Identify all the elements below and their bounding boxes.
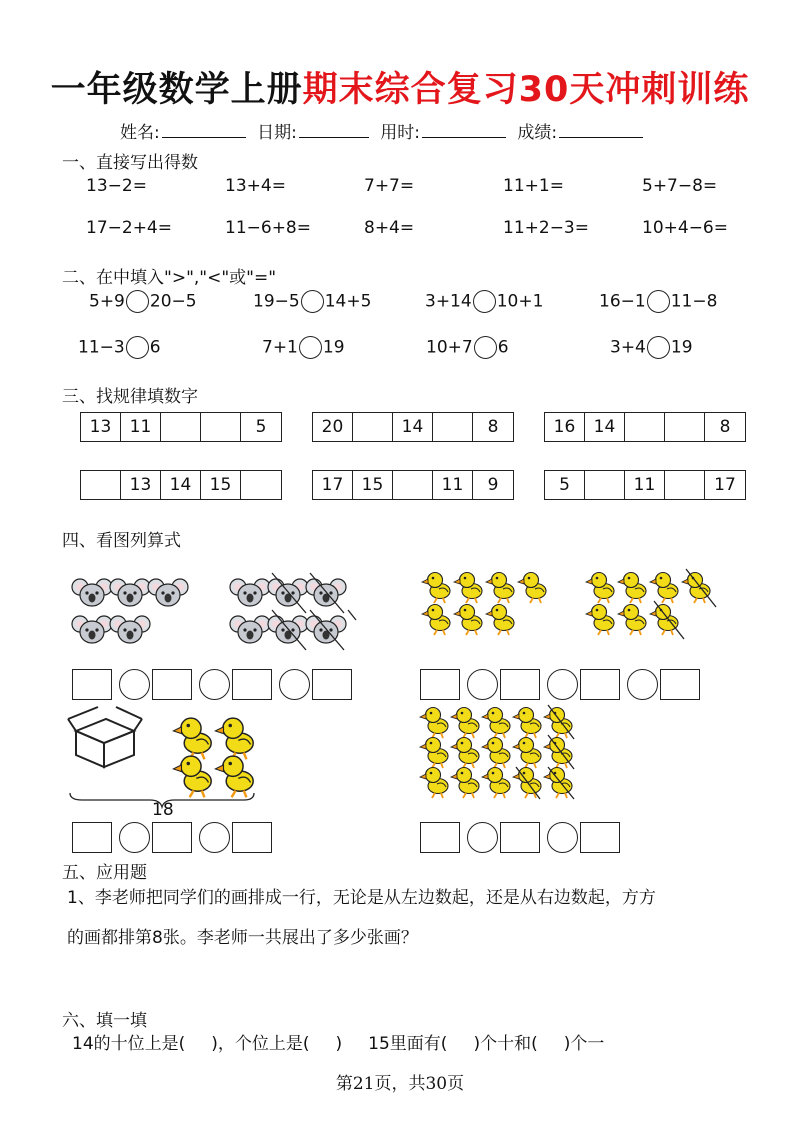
answer-circle[interactable] [126, 290, 149, 313]
chick-icon [422, 605, 450, 636]
pattern-cell: 17 [714, 475, 736, 495]
chick-icon [422, 573, 450, 604]
koala-icon [230, 579, 270, 606]
koala-icon [110, 579, 150, 606]
name-label: 姓名: [120, 123, 160, 143]
compare-question: 3+14 10+1 [425, 291, 544, 312]
pattern-cell[interactable] [161, 413, 201, 441]
chick-icon [215, 756, 253, 797]
calc-question: 11−6+8= [225, 218, 311, 238]
chick-icon [420, 768, 448, 799]
time-blank[interactable] [422, 121, 506, 138]
operator-circle[interactable] [547, 669, 578, 700]
compare-question: 5+9 20−5 [89, 291, 197, 312]
pattern-cell: 14 [393, 413, 433, 441]
pattern-cell[interactable] [393, 471, 433, 499]
pattern-cell: 17 [313, 471, 353, 499]
koala-icon [148, 579, 188, 606]
answer-circle[interactable] [647, 290, 670, 313]
chick-icon [586, 573, 614, 604]
number-box[interactable] [152, 669, 192, 700]
chick-icon [451, 738, 479, 769]
answer-circle[interactable] [474, 336, 497, 359]
pattern-cell: 5 [545, 471, 585, 499]
pattern-cell: 11 [121, 413, 161, 441]
section-2-heading: 二、在中填入">","<"或"=" [62, 268, 277, 288]
chick-icon [482, 708, 510, 739]
chick-icon [544, 738, 572, 769]
number-box[interactable] [232, 669, 272, 700]
pattern-strip [80, 412, 282, 442]
calc-question: 13+4= [225, 176, 286, 196]
compare-question: 3+4 19 [610, 337, 693, 358]
chick-icon [513, 738, 541, 769]
pattern-cell[interactable] [625, 413, 665, 441]
page-footer: 第21页，共30页 [335, 1074, 465, 1094]
calc-question: 5+7−8= [642, 176, 718, 196]
answer-circle[interactable] [299, 336, 322, 359]
calc-question: 7+7= [364, 176, 415, 196]
section-4-heading: 四、看图列算式 [62, 531, 181, 551]
operator-circle[interactable] [467, 669, 498, 700]
number-box[interactable] [500, 822, 540, 853]
name-blank[interactable] [162, 121, 246, 138]
chick-icon [650, 605, 678, 636]
answer-circle[interactable] [301, 290, 324, 313]
number-box[interactable] [420, 669, 460, 700]
pattern-cell[interactable] [201, 413, 241, 441]
pattern-cell: 8 [719, 417, 731, 437]
pattern-cell[interactable] [241, 471, 281, 499]
equation-blanks [72, 669, 352, 700]
chick-icon [513, 768, 541, 799]
pattern-cell: 5 [255, 417, 267, 437]
pattern-strip [312, 470, 514, 500]
equation-blanks [420, 669, 700, 700]
section-3-heading: 三、找规律填数字 [62, 387, 198, 407]
number-box[interactable] [580, 822, 620, 853]
equation-blanks [72, 822, 272, 853]
pattern-cell: 13 [121, 471, 161, 499]
pattern-cell[interactable] [665, 471, 705, 499]
koala-icon [72, 579, 112, 606]
number-box[interactable] [312, 669, 352, 700]
answer-circle[interactable] [126, 336, 149, 359]
pattern-cell: 13 [81, 413, 121, 441]
section-6-heading: 六、填一填 [62, 1011, 147, 1031]
chick-icon [482, 738, 510, 769]
equation-blanks [420, 822, 620, 853]
date-blank[interactable] [299, 121, 369, 138]
brace-total-label: 18 [152, 800, 174, 820]
operator-circle[interactable] [627, 669, 658, 700]
section-1-heading: 一、直接写出得数 [62, 153, 198, 173]
operator-circle[interactable] [199, 669, 230, 700]
pattern-cell: 8 [487, 417, 499, 437]
pattern-cell: 15 [201, 471, 241, 499]
pattern-cell[interactable] [81, 471, 121, 499]
pattern-cell: 11 [625, 471, 665, 499]
chick-icon [518, 573, 546, 604]
score-label: 成绩: [517, 123, 558, 143]
calc-question: 10+4−6= [642, 218, 728, 238]
pattern-strip [312, 412, 514, 442]
number-box[interactable] [72, 822, 112, 853]
pattern-cell: 20 [313, 413, 353, 441]
number-box[interactable] [232, 822, 272, 853]
compare-question: 7+1 19 [262, 337, 345, 358]
calc-question: 8+4= [364, 218, 415, 238]
number-box[interactable] [660, 669, 700, 700]
pattern-cell[interactable] [433, 413, 473, 441]
chick-icon [586, 605, 614, 636]
chick-icon [682, 573, 710, 604]
number-box[interactable] [500, 669, 540, 700]
operator-circle[interactable] [547, 822, 578, 853]
operator-circle[interactable] [467, 822, 498, 853]
chick-icon [173, 756, 211, 797]
chick-icon [618, 573, 646, 604]
calc-question: 17−2+4= [86, 218, 172, 238]
page-title: 一年级数学上册期末综合复习30天冲刺训练 [50, 70, 750, 110]
section-5-heading: 五、应用题 [62, 863, 147, 883]
pattern-cell[interactable] [353, 413, 393, 441]
number-box[interactable] [152, 822, 192, 853]
answer-circle[interactable] [473, 290, 496, 313]
title-highlight: 期末综合复习30天冲刺训练 [302, 70, 750, 110]
compare-question: 19−5 14+5 [253, 291, 372, 312]
chick-icon [215, 718, 253, 759]
operator-circle[interactable] [279, 669, 310, 700]
calc-question: 13−2= [86, 176, 147, 196]
fill-in-line: 14的十位上是( )，个位上是( ) 15里面有( )个十和( )个一 [72, 1034, 605, 1054]
koala-icon [72, 616, 112, 643]
compare-question: 11−3 6 [78, 337, 161, 358]
pattern-cell: 14 [585, 413, 625, 441]
chick-icon [454, 605, 482, 636]
chick-icon [486, 573, 514, 604]
operator-circle[interactable] [119, 669, 150, 700]
chick-icon [486, 605, 514, 636]
chick-icon [482, 768, 510, 799]
box-icon [68, 707, 142, 767]
number-box[interactable] [580, 669, 620, 700]
compare-question: 10+7 6 [426, 337, 509, 358]
pattern-strip [544, 412, 746, 442]
pattern-cell: 15 [353, 471, 393, 499]
operator-circle[interactable] [199, 822, 230, 853]
pattern-cell: 14 [161, 471, 201, 499]
pattern-strip [80, 470, 282, 500]
chick-icon [451, 768, 479, 799]
chick-icon [544, 708, 572, 739]
chick-icon [513, 708, 541, 739]
operator-circle[interactable] [119, 822, 150, 853]
pattern-strip [544, 470, 746, 500]
pattern-cell: 16 [545, 413, 585, 441]
word-problem-line: 1、李老师把同学们的画排成一行，无论是从左边数起，还是从右边数起，方方 [67, 888, 656, 908]
pattern-cell[interactable] [585, 471, 625, 499]
student-info-line [120, 118, 649, 143]
calc-question: 11+1= [503, 176, 564, 196]
koala-icon [110, 616, 150, 643]
time-label: 用时: [380, 123, 421, 143]
chick-icon [544, 768, 572, 799]
number-box[interactable] [72, 669, 112, 700]
word-problem-line: 的画都排第8张。李老师一共展出了多少张画？ [67, 928, 418, 948]
koala-icon [230, 616, 270, 643]
compare-question: 16−1 11−8 [599, 291, 718, 312]
pattern-cell[interactable] [665, 413, 705, 441]
chick-icon [650, 573, 678, 604]
chick-icon [618, 605, 646, 636]
number-box[interactable] [420, 822, 460, 853]
pattern-cell: 11 [433, 471, 473, 499]
chick-icon [451, 708, 479, 739]
chick-icon [173, 718, 211, 759]
answer-circle[interactable] [647, 336, 670, 359]
score-blank[interactable] [559, 121, 643, 138]
chick-icon [420, 708, 448, 739]
pattern-cell: 9 [487, 475, 499, 495]
chick-icon [454, 573, 482, 604]
calc-question: 11+2−3= [503, 218, 589, 238]
date-label: 日期: [257, 123, 297, 143]
chick-icon [420, 738, 448, 769]
